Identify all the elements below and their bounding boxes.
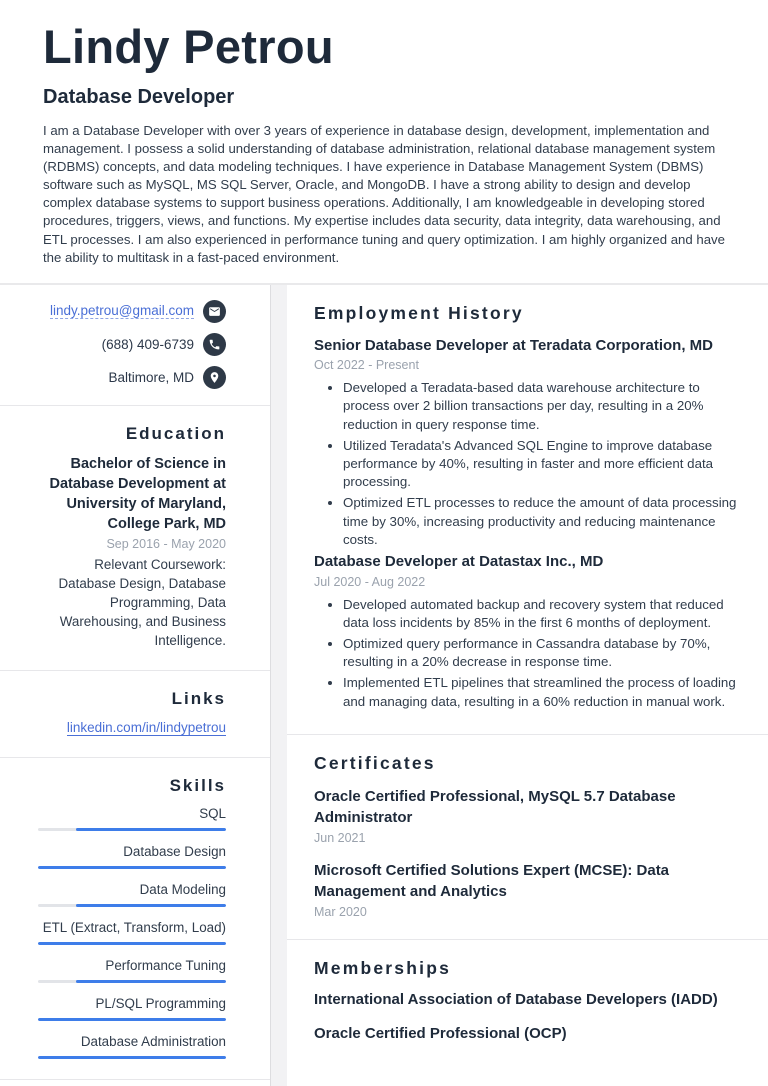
education-dates: Sep 2016 - May 2020 bbox=[106, 536, 226, 551]
bullet-item: • Developed a Teradata-based data warehouse architecture to process over 2 billion transactions per day, resulting in a 20% reduction in query response time. bbox=[343, 379, 744, 434]
education-heading: Education bbox=[125, 423, 226, 443]
contact-row-email bbox=[38, 300, 226, 323]
education-degree: Bachelor of Science in Database Development at University of Maryland, College Park, MD bbox=[49, 455, 226, 532]
membership-entry: International Association of Database Developers (IADD) bbox=[314, 990, 718, 1008]
skill-bar-fill bbox=[76, 904, 226, 907]
job-entry bbox=[314, 552, 744, 711]
location-text: Baltimore, MD bbox=[108, 369, 194, 385]
employment-section bbox=[287, 285, 768, 734]
contact-section bbox=[0, 285, 270, 405]
skill-item bbox=[38, 806, 226, 831]
bullet-item: • Optimized ETL processes to reduce the amount of data processing time by 30%, increasing productivity and reducing maintenance costs. bbox=[343, 494, 744, 549]
envelope-icon bbox=[203, 300, 226, 323]
skill-bar bbox=[38, 828, 226, 831]
certificate-title: Microsoft Certified Solutions Expert (MCSE): Data Management and Analytics bbox=[314, 861, 670, 900]
skills-heading: Skills bbox=[169, 775, 226, 795]
skill-bar-fill bbox=[38, 942, 226, 945]
resume-body bbox=[0, 285, 768, 1086]
contact-row-phone bbox=[38, 333, 226, 356]
job-title-line: Senior Database Developer at Teradata Corporation, MD bbox=[314, 336, 713, 354]
links-section bbox=[0, 671, 270, 757]
sidebar-divider bbox=[0, 1079, 270, 1080]
job-bullet-list bbox=[314, 596, 744, 711]
bullet-item: • Implemented ETL pipelines that streamlined the process of loading and managing data, resulting in a 60% reduction in manual work. bbox=[343, 674, 744, 710]
skill-label: Database Design bbox=[123, 843, 226, 859]
skill-bar bbox=[38, 980, 226, 983]
job-entry bbox=[314, 336, 744, 549]
memberships-section bbox=[287, 940, 768, 1062]
skill-label: ETL (Extract, Transform, Load) bbox=[42, 919, 226, 935]
education-details: Relevant Coursework: Database Design, Database Programming, Data Warehousing, and Business Intelligence. bbox=[58, 556, 226, 648]
skill-bar bbox=[38, 866, 226, 869]
skill-item bbox=[38, 958, 226, 983]
skill-label: Data Modeling bbox=[139, 881, 226, 897]
job-dates: Oct 2022 - Present bbox=[314, 358, 419, 373]
skill-bar bbox=[38, 904, 226, 907]
skill-bar bbox=[38, 1056, 226, 1059]
skill-bar bbox=[38, 942, 226, 945]
certificates-heading: Certificates bbox=[314, 752, 436, 773]
skill-label: Performance Tuning bbox=[105, 957, 226, 973]
skills-section bbox=[0, 758, 270, 1079]
skill-label: Database Administration bbox=[80, 1033, 226, 1049]
main-column bbox=[287, 285, 768, 1086]
skill-bar-fill bbox=[38, 1018, 226, 1021]
skill-label: SQL bbox=[199, 805, 226, 821]
certificate-title: Oracle Certified Professional, MySQL 5.7 Database Administrator bbox=[314, 787, 676, 826]
job-title-line: Database Developer at Datastax Inc., MD bbox=[314, 553, 604, 570]
memberships-heading: Memberships bbox=[314, 957, 452, 978]
membership-entry: Oracle Certified Professional (OCP) bbox=[314, 1024, 567, 1042]
candidate-name: Lindy Petrou bbox=[43, 20, 334, 73]
linkedin-link[interactable]: linkedin.com/in/lindypetrou bbox=[66, 719, 226, 735]
contact-row-location bbox=[38, 366, 226, 389]
employment-heading: Employment History bbox=[314, 302, 524, 323]
job-dates: Jul 2020 - Aug 2022 bbox=[314, 574, 426, 589]
skill-item bbox=[38, 920, 226, 945]
phone-number: (688) 409-6739 bbox=[101, 336, 194, 352]
bullet-item: • Optimized query performance in Cassandra database by 70%, resulting in a 20% decrease in response time. bbox=[343, 635, 744, 671]
job-bullet-list bbox=[314, 379, 744, 549]
certificate-date: Jun 2021 bbox=[314, 830, 366, 845]
certificate-entry bbox=[314, 786, 744, 845]
location-pin-icon bbox=[203, 366, 226, 389]
skill-bar-fill bbox=[38, 1056, 226, 1059]
email-link[interactable]: lindy.petrou@gmail.com bbox=[49, 303, 194, 319]
profile-summary: I am a Database Developer with over 3 years of experience in database design, development, implementation and management. I possess a solid understanding of database administration, relational database management system (RDBMS) concepts, and data modeling techniques. I have experience in Database Management System (DBMS) software such as MySQL, MS SQL Server, Oracle, and MongoDB. I have a strong ability to design and develop complex database systems to support business operations. Additionally, I am knowledgeable in developing stored procedures, triggers, views, and functions. My expertise includes data security, data integrity, data warehousing, and ETL processes. I am also experienced in performance tuning and query optimization. I am highly organized and have the ability to multitask in a fast-paced environment. bbox=[43, 123, 725, 265]
candidate-job-title: Database Developer bbox=[43, 86, 235, 109]
skill-item bbox=[38, 1034, 226, 1059]
skill-item bbox=[38, 844, 226, 869]
education-section bbox=[0, 406, 270, 670]
skill-item bbox=[38, 882, 226, 907]
bullet-item: • Utilized Teradata's Advanced SQL Engine to improve database performance by 40%, resulting in faster and more efficient data processing. bbox=[343, 437, 744, 492]
skill-item bbox=[38, 996, 226, 1021]
skill-bar-fill bbox=[76, 980, 226, 983]
links-heading: Links bbox=[171, 688, 226, 708]
certificates-section bbox=[287, 735, 768, 939]
resume-header bbox=[0, 0, 768, 285]
skill-bar-fill bbox=[76, 828, 226, 831]
certificate-entry bbox=[314, 860, 744, 919]
certificate-date: Mar 2020 bbox=[314, 904, 367, 919]
sidebar bbox=[0, 285, 271, 1086]
bullet-item: • Developed automated backup and recovery system that reduced data loss incidents by 85% in the first 6 months of deployment. bbox=[343, 596, 744, 632]
skill-label: PL/SQL Programming bbox=[95, 995, 226, 1011]
skill-bar bbox=[38, 1018, 226, 1021]
skill-bar-fill bbox=[38, 866, 226, 869]
phone-icon bbox=[203, 333, 226, 356]
